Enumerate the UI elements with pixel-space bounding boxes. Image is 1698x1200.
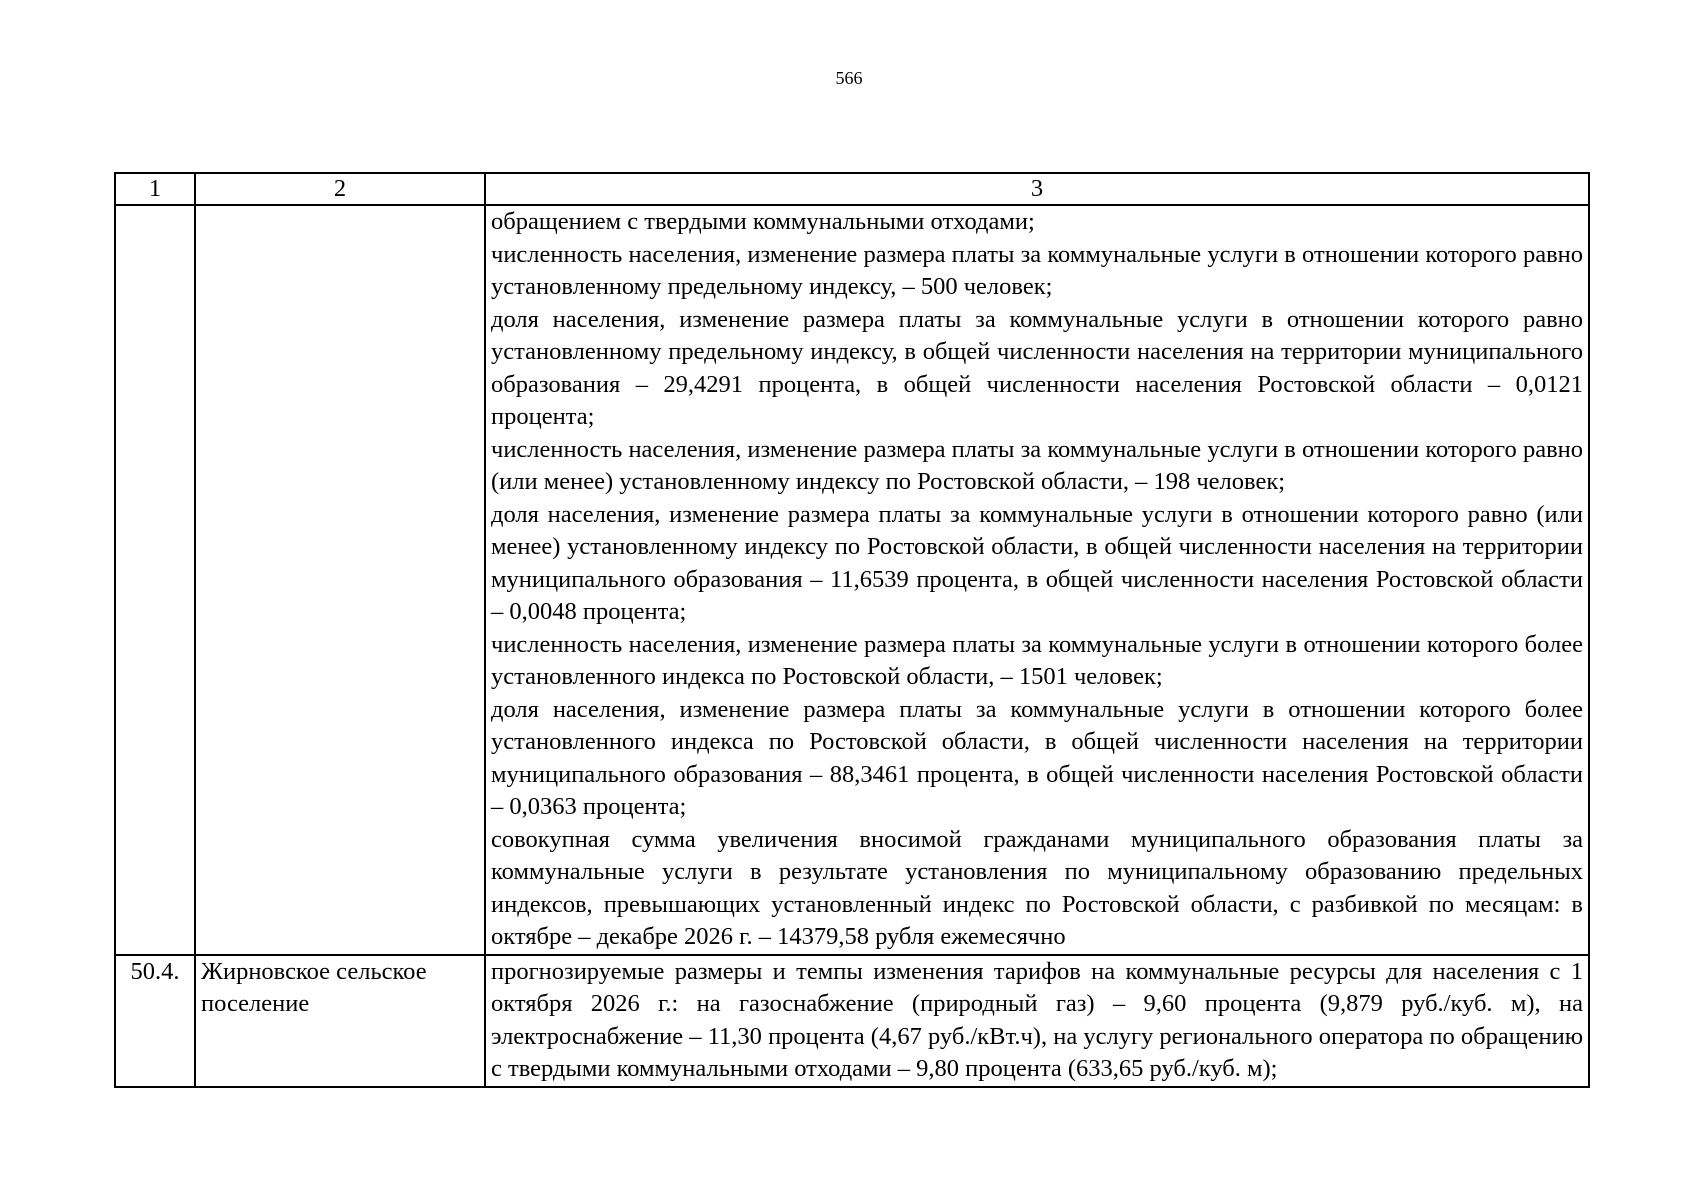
page-number: 566 [835,68,863,88]
row-number-cell [115,205,195,955]
table-header-row [115,173,1589,205]
paragraph: совокупная сумма увеличения вносимой гражданами муниципального образования платы за коммунальные услуги в результате установления по муниципальному образованию предельных индексов, превышающих установленный индекс по Ростовской области, с разбивкой по месяцам: в октябре – декабре 2026 г. – 14379,58 рубля ежемесячно [491,825,1583,950]
row-number-cell: 50.4. [115,955,195,1087]
table-row [115,205,1589,955]
indicators-cell [485,205,1589,955]
municipality-name-cell: Жирновское сельское поселение [195,955,485,1087]
column-header-3: 3 [485,173,1589,205]
table-row [115,955,1589,1087]
paragraph: численность населения, изменение размера платы за коммунальные услуги в отношении которого более установленного индекса по Ростовской области, – 1501 человек; [491,630,1583,690]
paragraph: численность населения, изменение размера платы за коммунальные услуги в отношении которого равно (или менее) установленному индексу по Ростовской области, – 198 человек; [491,435,1583,495]
column-header-1: 1 [115,173,195,205]
paragraph: обращением с твердыми коммунальными отходами; [491,208,1035,235]
municipality-name-cell [195,205,485,955]
paragraph: доля населения, изменение размера платы за коммунальные услуги в отношении которого более установленного индекса по Ростовской области, в общей численности населения на территории муниципального образования – 88,3461 процента, в общей численности населения Ростовской области – 0,0363 процента; [491,695,1583,820]
indicators-cell [485,955,1589,1087]
column-header-2: 2 [195,173,485,205]
document-table [114,172,1590,1088]
paragraph: доля населения, изменение размера платы за коммунальные услуги в отношении которого равно (или менее) установленному индексу по Ростовской области, в общей численности населения на территории муниципального образования – 11,6539 процента, в общей численности населения Ростовской области – 0,0048 процента; [491,500,1583,625]
paragraph: доля населения, изменение размера платы за коммунальные услуги в отношении которого равно установленному предельному индексу, в общей численности населения на территории муниципального образования – 29,4291 процента, в общей численности населения Ростовской области – 0,0121 процента; [491,305,1583,430]
paragraph: численность населения, изменение размера платы за коммунальные услуги в отношении которого равно установленному предельному индексу, – 500 человек; [491,240,1583,300]
paragraph: прогнозируемые размеры и темпы изменения тарифов на коммунальные ресурсы для населения с 1 октября 2026 г.: на газоснабжение (природный газ) – 9,60 процента (9,879 руб./куб. м), на электроснабжение – 11,30 процента (4,67 руб./кВт.ч), на услугу регионального оператора по обращению с твердыми коммунальными отходами – 9,80 процента (633,65 руб./куб. м); [491,957,1583,1082]
